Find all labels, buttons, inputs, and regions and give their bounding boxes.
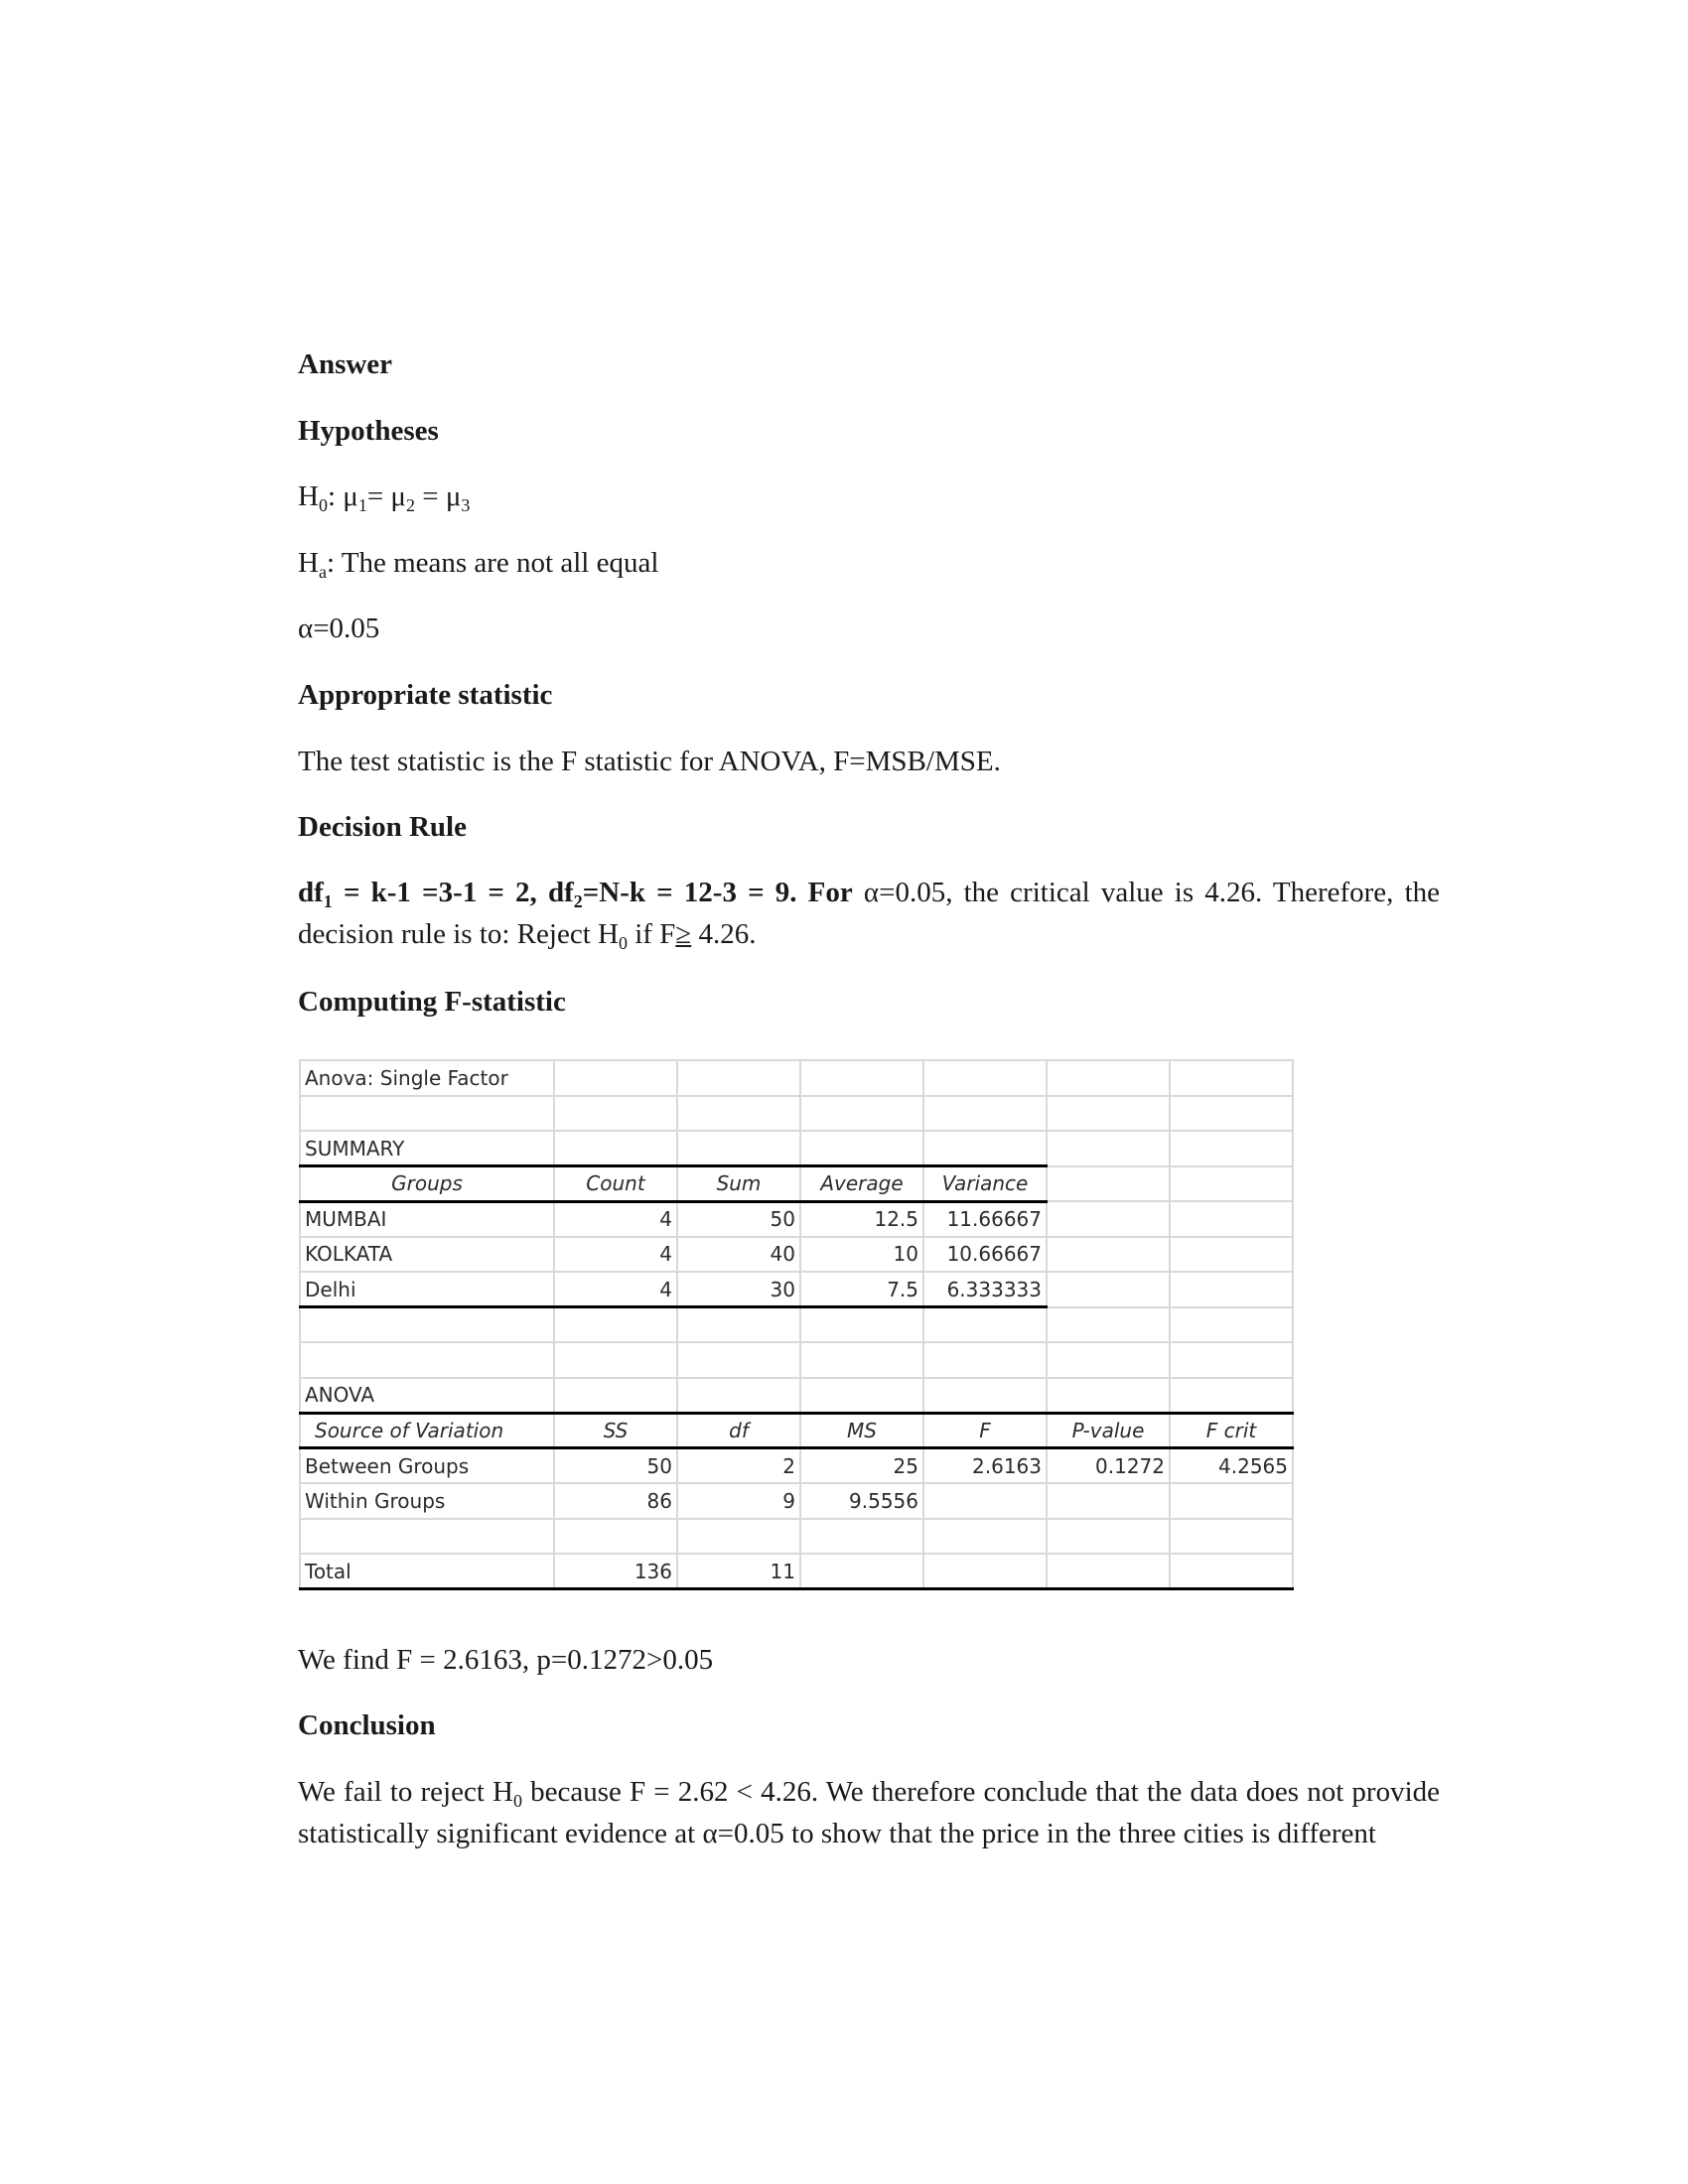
summary-label: SUMMARY [300,1131,554,1166]
f-crit-cell [1170,1483,1293,1519]
anova-table [299,1059,1294,1590]
empty-cell [1047,1554,1170,1589]
f-result-text: We find F = 2.6163, p=0.1272>0.05 [298,1644,714,1676]
ss-cell: 86 [554,1483,677,1519]
table-title: Anova: Single Factor [300,1060,554,1096]
column-header: Source of Variation [300,1413,554,1448]
column-header: Average [800,1166,923,1202]
p-value-cell [1047,1483,1170,1519]
ss-cell: 136 [554,1554,677,1589]
anova-label-row [300,1378,1293,1414]
group-name: MUMBAI [300,1201,554,1237]
column-header: Groups [300,1166,554,1202]
blank-row [300,1096,1293,1132]
table-title-row [300,1060,1293,1096]
alternative-hypothesis: $H_a$: The means are not all equal [298,547,659,582]
average-cell: 12.5 [800,1201,923,1237]
table-row [300,1272,1293,1307]
sum-cell: 30 [677,1272,800,1307]
df-cell: 9 [677,1483,800,1519]
sum-cell: 40 [677,1237,800,1273]
statistic-text: The test statistic is the F statistic for ANOVA, F=MSB/MSE. [298,746,1001,777]
df-cell: 11 [677,1554,800,1589]
average-cell: 7.5 [800,1272,923,1307]
summary-header-row [300,1166,1293,1202]
variance-cell: 6.333333 [923,1272,1047,1307]
average-cell: 10 [800,1237,923,1273]
table-row [300,1237,1293,1273]
column-header: F crit [1170,1413,1293,1448]
column-header: P-value [1047,1413,1170,1448]
computing-heading: Computing F-statistic [298,986,566,1018]
f-cell: 2.6163 [923,1448,1047,1484]
blank-row [300,1307,1293,1343]
total-row [300,1554,1293,1589]
summary-label-row [300,1131,1293,1166]
hypotheses-heading: Hypotheses [298,415,439,447]
column-header: MS [800,1413,923,1448]
anova-header-row [300,1413,1293,1448]
ss-cell: 50 [554,1448,677,1484]
anova-label: ANOVA [300,1378,554,1414]
variance-cell: 11.66667 [923,1201,1047,1237]
empty-cell [1170,1554,1293,1589]
p-value-cell: 0.1272 [1047,1448,1170,1484]
column-header: SS [554,1413,677,1448]
total-label: Total [300,1554,554,1589]
alpha-level: α=0.05 [298,613,380,644]
source-cell: Between Groups [300,1448,554,1484]
conclusion-heading: Conclusion [298,1709,436,1741]
decision-rule-heading: Decision Rule [298,811,467,843]
column-header: F [923,1413,1047,1448]
conclusion-text: We fail to reject $H_0$ because F = 2.62 < 4.26. We therefore conclude that the data does not provide statistically significant evidence at α=0.05 to show that the price in the three cities is different [298,1776,1440,1849]
count-cell: 4 [554,1201,677,1237]
blank-row [300,1342,1293,1378]
table-row [300,1201,1293,1237]
table-row [300,1483,1293,1519]
empty-cell [800,1554,923,1589]
f-cell [923,1483,1047,1519]
column-header: Variance [923,1166,1047,1202]
column-header: Count [554,1166,677,1202]
column-header: df [677,1413,800,1448]
f-crit-cell: 4.2565 [1170,1448,1293,1484]
statistic-heading: Appropriate statistic [298,679,553,711]
answer-heading: Answer [298,348,393,380]
count-cell: 4 [554,1272,677,1307]
source-cell: Within Groups [300,1483,554,1519]
empty-cell [923,1554,1047,1589]
group-name: Delhi [300,1272,554,1307]
decision-rule-text: $df_1 = k-1 =3-1 = 2$, $df_2=N-k = 12-3 = 9$. For α=0.05, the critical value is 4.26. Therefore, the decision rule is to: Reject $H_0$ if F≥ 4.26. [298,877,1441,953]
column-header: Sum [677,1166,800,1202]
ms-cell: 25 [800,1448,923,1484]
sum-cell: 50 [677,1201,800,1237]
table-row [300,1448,1293,1484]
null-hypothesis: $H_0$: $\mu_1= \mu_2 = \mu_3$ [298,480,471,515]
count-cell: 4 [554,1237,677,1273]
ms-cell: 9.5556 [800,1483,923,1519]
blank-row [300,1519,1293,1555]
group-name: KOLKATA [300,1237,554,1273]
variance-cell: 10.66667 [923,1237,1047,1273]
df-cell: 2 [677,1448,800,1484]
